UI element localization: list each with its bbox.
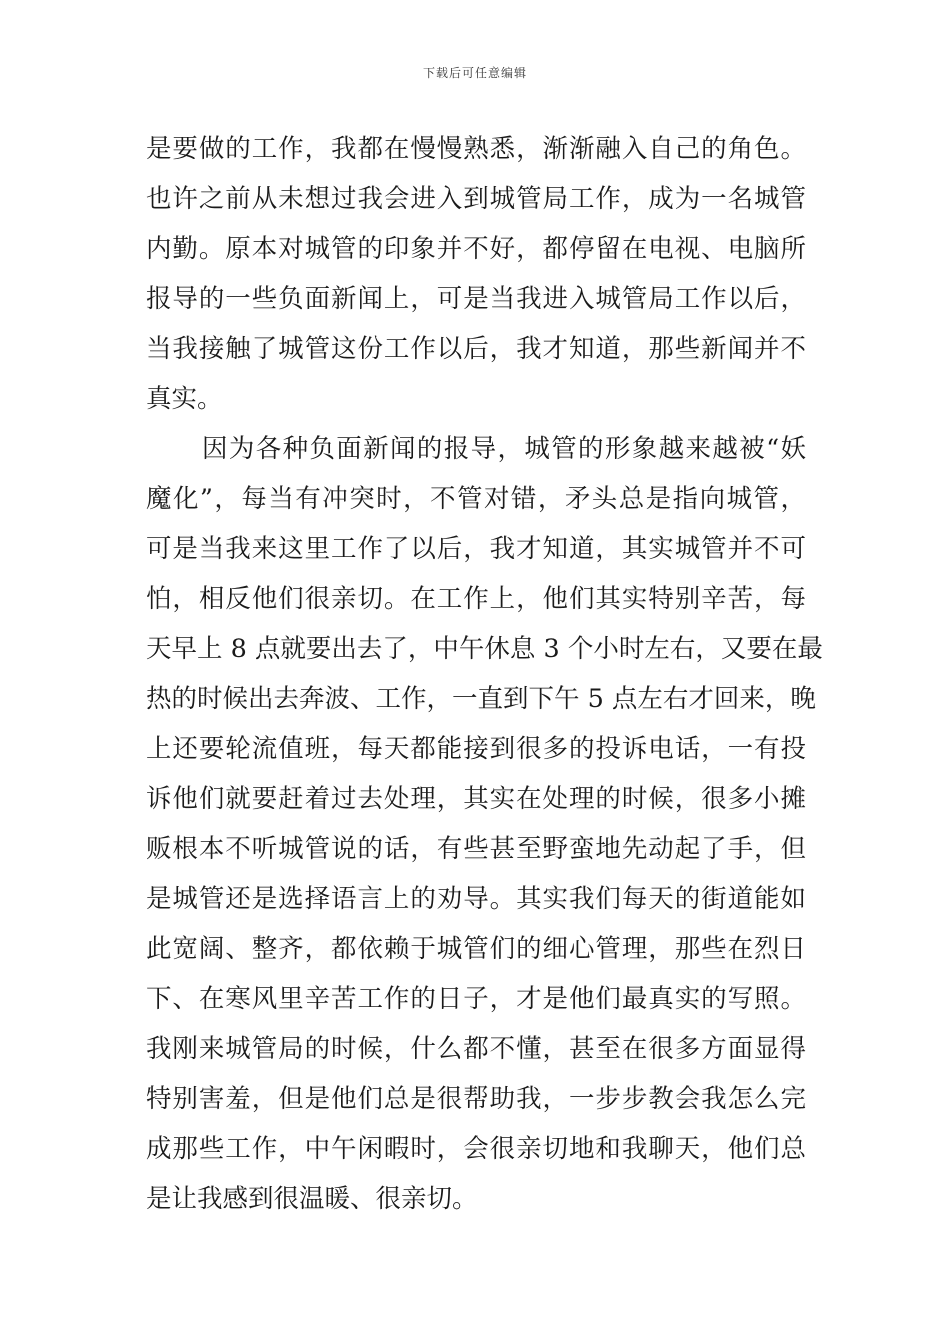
- text-line: 当我接触了城管这份工作以后，我才知道，那些新闻并不: [146, 334, 806, 364]
- text-line: 天早上 8 点就要出去了，中午休息 3 个小时左右，又要在最: [146, 634, 823, 664]
- text-line: 下、在寒风里辛苦工作的日子，才是他们最真实的写照。: [146, 984, 806, 1014]
- text-line: 成那些工作，中午闲暇时，会很亲切地和我聊天，他们总: [146, 1134, 806, 1164]
- text-line: 是让我感到很温暖、很亲切。: [146, 1184, 478, 1214]
- text-line: 报导的一些负面新闻上，可是当我进入城管局工作以后，: [146, 284, 806, 314]
- text-line: 因为各种负面新闻的报导，城管的形象越来越被“妖: [202, 434, 806, 464]
- text-line: 上还要轮流值班，每天都能接到很多的投诉电话，一有投: [146, 734, 806, 764]
- text-line: 真实。: [146, 384, 223, 414]
- text-line: 魔化”，每当有冲突时，不管对错，矛头总是指向城管，: [146, 484, 806, 514]
- paragraph: [146, 124, 806, 424]
- paragraph: [146, 424, 823, 1224]
- text-line: 诉他们就要赶着过去处理，其实在处理的时候，很多小摊: [146, 784, 806, 814]
- text-line: 也许之前从未想过我会进入到城管局工作，成为一名城管: [146, 184, 806, 214]
- text-line: 我刚来城管局的时候，什么都不懂，甚至在很多方面显得: [146, 1034, 806, 1064]
- text-line: 是城管还是选择语言上的劝导。其实我们每天的街道能如: [146, 884, 806, 914]
- text-line: 内勤。原本对城管的印象并不好，都停留在电视、电脑所: [146, 234, 806, 264]
- text-line: 特别害羞，但是他们总是很帮助我，一步步教会我怎么完: [146, 1084, 806, 1114]
- document-body: [146, 124, 823, 1224]
- text-line: 贩根本不听城管说的话，有些甚至野蛮地先动起了手，但: [146, 834, 806, 864]
- text-line: 可是当我来这里工作了以后，我才知道，其实城管并不可: [146, 534, 806, 564]
- page-header: 下载后可任意编辑: [422, 66, 527, 80]
- text-line: 此宽阔、整齐，都依赖于城管们的细心管理，那些在烈日: [146, 934, 806, 964]
- text-line: 是要做的工作，我都在慢慢熟悉，渐渐融入自己的角色。: [146, 134, 806, 164]
- text-line: 怕，相反他们很亲切。在工作上，他们其实特别辛苦，每: [146, 584, 806, 614]
- text-line: 热的时候出去奔波、工作，一直到下午 5 点左右才回来，晚: [146, 684, 816, 714]
